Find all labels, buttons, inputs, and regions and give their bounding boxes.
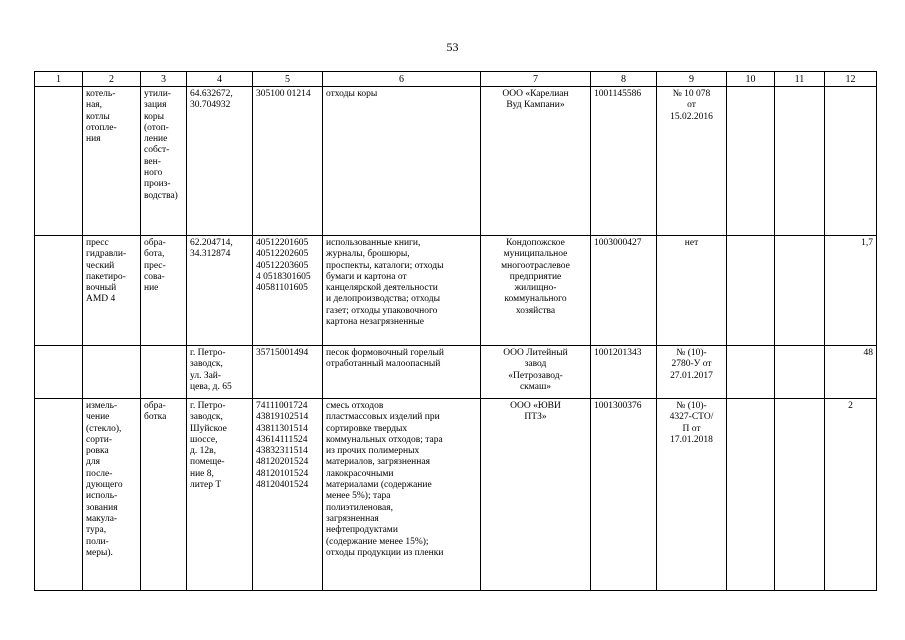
- cell-object: пресс гидравли- ческий пакетиро- вочный AMD 4: [83, 236, 141, 346]
- cell-waste-types: смесь отходов пластмассовых изделий при сортировке твердых коммунальных отходов; тара из прочих полимерных материалов, загрязненная лакокрасочными материалами (содержание менее 5%); тара полиэтиленовая, загрязненная нефтепродуктами (содержание менее 15%); отходы продукции из пленки: [323, 399, 481, 591]
- column-header: 7: [481, 72, 591, 87]
- cell-object: [83, 346, 141, 399]
- cell-col10: [727, 87, 775, 236]
- column-header: 6: [323, 72, 481, 87]
- cell-operator: ООО «ЮВИ ПТЗ»: [481, 399, 591, 591]
- cell-location: г. Петро- заводск, Шуйское шоссе, д. 12в, помеще- ние 8, литер Т: [187, 399, 253, 591]
- cell-waste-types: песок формовочный горелый отработанный малоопасный: [323, 346, 481, 399]
- cell-location: г. Петро- заводск, ул. Зай- цева, д. 65: [187, 346, 253, 399]
- cell-col10: [727, 236, 775, 346]
- cell-inn: 1003000427: [591, 236, 657, 346]
- column-header: 2: [83, 72, 141, 87]
- cell-col10: [727, 346, 775, 399]
- column-header: 8: [591, 72, 657, 87]
- cell-operation: утили- зация коры (отоп- ление собст- вен- ного произ- водства): [141, 87, 187, 236]
- cell-number: [35, 399, 83, 591]
- cell-capacity: 2: [825, 399, 877, 591]
- column-header: 1: [35, 72, 83, 87]
- cell-operator: Кондопожское муниципальное многоотраслевое предприятие жилищно- коммунального хозяйства: [481, 236, 591, 346]
- cell-col10: [727, 399, 775, 591]
- waste-facilities-table: [34, 71, 877, 591]
- cell-inn: 1001145586: [591, 87, 657, 236]
- cell-number: [35, 346, 83, 399]
- cell-inn: 1001300376: [591, 399, 657, 591]
- table-row: [35, 236, 877, 346]
- column-header: 5: [253, 72, 323, 87]
- cell-inn: 1001201343: [591, 346, 657, 399]
- cell-waste-codes: 40512201605 40512202605 40512203605 4 0518301605 40581101605: [253, 236, 323, 346]
- cell-col11: [775, 87, 825, 236]
- cell-license: нет: [657, 236, 727, 346]
- cell-operator: ООО Литейный завод «Петрозавод- скмаш»: [481, 346, 591, 399]
- cell-operation: [141, 346, 187, 399]
- cell-number: [35, 236, 83, 346]
- cell-operation: обра- ботка: [141, 399, 187, 591]
- cell-number: [35, 87, 83, 236]
- column-header: 9: [657, 72, 727, 87]
- cell-col11: [775, 236, 825, 346]
- cell-waste-types: отходы коры: [323, 87, 481, 236]
- column-header: 11: [775, 72, 825, 87]
- cell-operation: обра- бота, прес- сова- ние: [141, 236, 187, 346]
- cell-waste-codes: 74111001724 43819102514 43811301514 43614111524 43832311514 48120201524 48120101524 48120401524: [253, 399, 323, 591]
- cell-operator: ООО «Карелиан Вуд Кампани»: [481, 87, 591, 236]
- page-number: 53: [446, 40, 459, 54]
- cell-capacity: [825, 87, 877, 236]
- cell-capacity: 48: [825, 346, 877, 399]
- cell-capacity: 1,7: [825, 236, 877, 346]
- cell-location: 62.204714, 34.312874: [187, 236, 253, 346]
- cell-license: № 10 078 от 15.02.2016: [657, 87, 727, 236]
- cell-waste-codes: 35715001494: [253, 346, 323, 399]
- cell-waste-codes: 305100 01214: [253, 87, 323, 236]
- column-number-row: [35, 72, 877, 87]
- cell-waste-types: использованные книги, журналы, брошюры, проспекты, каталоги; отходы бумаги и картона от канцелярской деятельности и делопроизводства; отходы газет; отходы упаковочного картона незагрязненные: [323, 236, 481, 346]
- table-row: [35, 399, 877, 591]
- cell-license: № (10)- 4327-СТО/ П от 17.01.2018: [657, 399, 727, 591]
- cell-col11: [775, 399, 825, 591]
- table-row: [35, 346, 877, 399]
- cell-location: 64.632672, 30.704932: [187, 87, 253, 236]
- table-row: [35, 87, 877, 236]
- cell-object: измель- чение (стекло), сорти- ровка для после- дующего исполь- зования макула- тура, поли- меры).: [83, 399, 141, 591]
- cell-col11: [775, 346, 825, 399]
- column-header: 10: [727, 72, 775, 87]
- column-header: 12: [825, 72, 877, 87]
- column-header: 4: [187, 72, 253, 87]
- cell-object: котель- ная, котлы отопле- ния: [83, 87, 141, 236]
- column-header: 3: [141, 72, 187, 87]
- cell-license: № (10)- 2780-У от 27.01.2017: [657, 346, 727, 399]
